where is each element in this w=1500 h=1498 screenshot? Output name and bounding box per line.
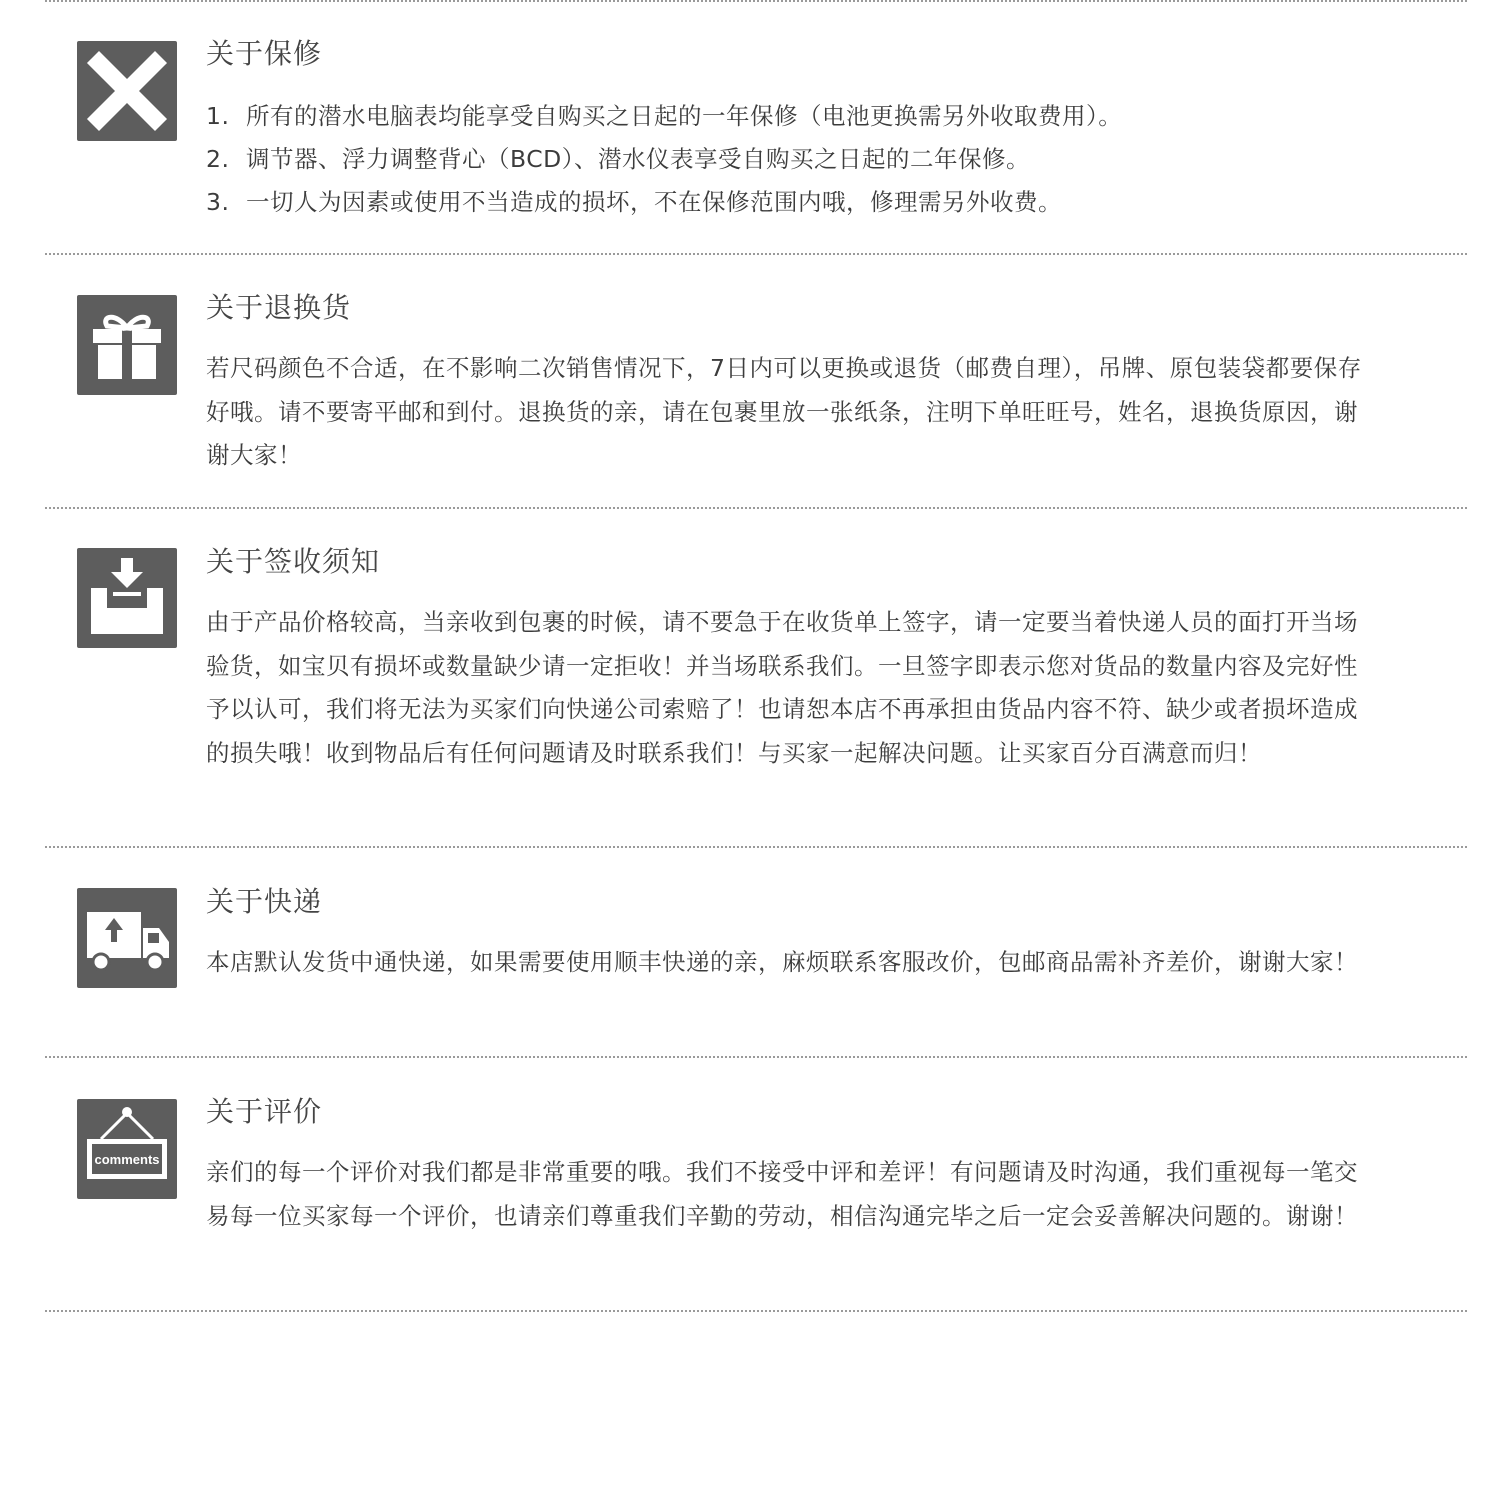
section-divider — [45, 253, 1467, 255]
section-divider-top — [45, 0, 1467, 2]
list-number: 2. — [206, 145, 230, 173]
inbox-download-icon — [77, 548, 177, 648]
comments-sign-icon — [77, 1099, 177, 1199]
section-text: 亲们的每一个评价对我们都是非常重要的哦。我们不接受中评和差评！有问题请及时沟通，我们重视每一笔交易每一位买家每一个评价，也请亲们尊重我们辛勤的劳动，相信沟通完毕之后一定会妥善解决问题的。谢谢！ — [206, 1158, 1358, 1230]
list-text: 调节器、浮力调整背心（BCD）、潜水仪表享受自购买之日起的二年保修。 — [246, 145, 1030, 173]
section-title: 关于退换货 — [206, 291, 352, 324]
delivery-truck-icon — [77, 888, 177, 988]
list-number: 3. — [206, 188, 230, 216]
list-item — [206, 186, 1062, 218]
list-text: 一切人为因素或使用不当造成的损坏，不在保修范围内哦，修理需另外收费。 — [246, 188, 1062, 216]
gift-icon — [77, 295, 177, 395]
section-text: 本店默认发货中通快递，如果需要使用顺丰快递的亲，麻烦联系客服改价，包邮商品需补齐差价，谢谢大家！ — [206, 948, 1358, 976]
close-icon — [77, 41, 177, 141]
section-title: 关于快递 — [206, 885, 323, 918]
section-title: 关于评价 — [206, 1095, 323, 1128]
section-divider — [45, 846, 1467, 848]
section-divider — [45, 1056, 1467, 1058]
section-text: 由于产品价格较高，当亲收到包裹的时候，请不要急于在收货单上签字，请一定要当着快递人员的面打开当场验货，如宝贝有损坏或数量缺少请一定拒收！并当场联系我们。一旦签字即表示您对货品的数量内容及完好性予以认可，我们将无法为买家们向快递公司索赔了！也请恕本店不再承担由货品内容不符、缺少或者损坏造成的损失哦！收到物品后有任何问题请及时联系我们！与买家一起解决问题。让买家百分百满意而归！ — [206, 608, 1358, 767]
list-item — [206, 143, 1030, 175]
section-title: 关于保修 — [206, 37, 323, 70]
section-text: 若尺码颜色不合适，在不影响二次销售情况下，7日内可以更换或退货（邮费自理），吊牌、原包装袋都要保存好哦。请不要寄平邮和到付。退换货的亲，请在包裹里放一张纸条，注明下单旺旺号，姓名，退换货原因，谢谢大家！ — [206, 354, 1362, 469]
list-text: 所有的潜水电脑表均能享受自购买之日起的一年保修（电池更换需另外收取费用）。 — [246, 102, 1123, 130]
list-item — [206, 100, 1122, 132]
section-divider — [45, 1310, 1467, 1312]
sign-text: comments — [94, 1152, 160, 1167]
section-title: 关于签收须知 — [206, 545, 381, 578]
list-number: 1. — [206, 102, 230, 130]
section-divider — [45, 507, 1467, 509]
